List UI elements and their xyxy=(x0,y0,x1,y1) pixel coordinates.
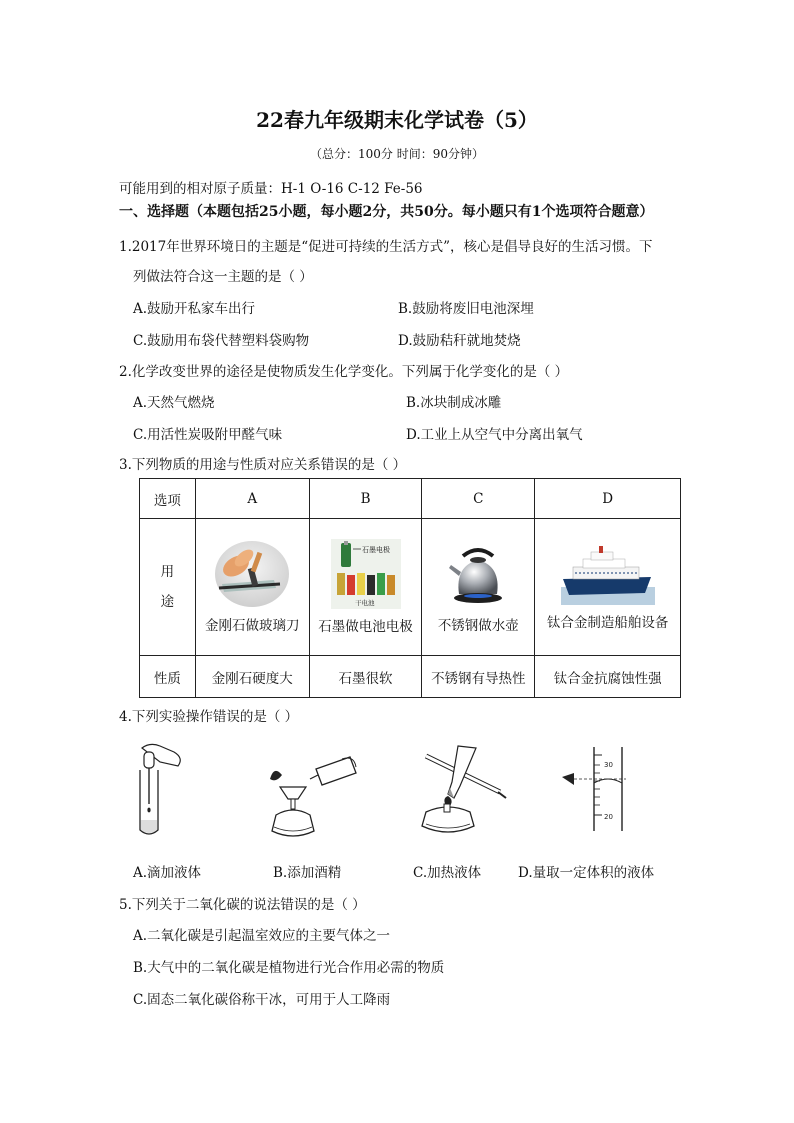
q4-option-a: A.滴加液体 xyxy=(133,865,202,881)
q3-stem: 3.下列物质的用途与性质对应关系错误的是（ ） xyxy=(119,457,407,473)
glass-cutter-image xyxy=(214,540,290,608)
dropper-illustration xyxy=(130,742,200,840)
q3-use-a-text: 金刚石做玻璃刀 xyxy=(204,618,300,634)
kettle-image xyxy=(447,540,509,608)
cylinder-tick-30: 30 xyxy=(604,761,613,769)
exam-info: （总分：100分 时间：90分钟） xyxy=(310,147,484,161)
q3-col-c: C xyxy=(422,479,535,519)
q3-use-row xyxy=(140,519,681,656)
q3-property-row xyxy=(140,656,681,698)
q3-table xyxy=(139,478,681,698)
q4-option-b: B.添加酒精 xyxy=(273,865,342,881)
q3-property-b: 石墨很软 xyxy=(309,656,422,698)
q3-property-c: 不锈钢有导热性 xyxy=(422,656,535,698)
q3-col-a: A xyxy=(195,479,309,519)
q3-property-d: 钛合金抗腐蚀性强 xyxy=(535,656,681,698)
graduated-cylinder-illustration xyxy=(560,745,632,833)
q3-use-label xyxy=(140,519,196,656)
ship-image xyxy=(561,543,655,605)
alcohol-lamp-illustration xyxy=(266,753,362,841)
q3-use-c-text: 不锈钢做水壶 xyxy=(437,618,519,634)
cylinder-tick-20: 20 xyxy=(604,813,613,821)
q2-option-d: D.工业上从空气中分离出氧气 xyxy=(406,427,583,443)
q1-option-a: A.鼓励开私家车出行 xyxy=(133,301,256,317)
q2-option-b: B.冰块制成冰雕 xyxy=(406,395,502,411)
q1-stem-line2: 列做法符合这一主题的是（ ） xyxy=(133,269,313,285)
battery-caption-bottom: 干电池 xyxy=(354,599,375,607)
section-heading: 一、选择题（本题包括25小题，每小题2分，共50分。每小题只有1个选项符合题意） xyxy=(119,204,654,220)
q2-stem: 2.化学改变世界的途径是使物质发生化学变化。下列属于化学变化的是（ ） xyxy=(119,364,569,380)
q4-option-c: C.加热液体 xyxy=(413,865,482,881)
atomic-masses: 可能用到的相对原子质量：H-1 O-16 C-12 Fe-56 xyxy=(119,181,423,197)
q3-property-label: 性质 xyxy=(140,656,196,698)
q3-use-c xyxy=(422,519,535,656)
q3-use-label-1: 用 xyxy=(160,564,175,580)
q5-stem: 5.下列关于二氧化碳的说法错误的是（ ） xyxy=(119,897,366,913)
q3-header-row xyxy=(140,479,681,519)
q3-use-label-2: 途 xyxy=(160,594,175,610)
q5-option-a: A.二氧化碳是引起温室效应的主要气体之一 xyxy=(133,928,391,944)
q1-option-d: D.鼓励秸秆就地焚烧 xyxy=(398,333,521,349)
q2-option-a: A.天然气燃烧 xyxy=(133,395,215,411)
q3-header-label: 选项 xyxy=(140,479,196,519)
page-title: 22春九年级期末化学试卷（5） xyxy=(256,108,538,132)
q3-use-d-text: 钛合金制造船舶设备 xyxy=(546,615,669,631)
q5-option-c: C.固态二氧化碳俗称干冰，可用于人工降雨 xyxy=(133,992,391,1008)
q4-stem: 4.下列实验操作错误的是（ ） xyxy=(119,709,299,725)
q3-col-d: D xyxy=(535,479,681,519)
q3-col-b: B xyxy=(309,479,422,519)
battery-image xyxy=(331,539,401,609)
q1-stem-line1: 1.2017年世界环境日的主题是“促进可持续的生活方式”，核心是倡导良好的生活习惯。下 xyxy=(119,239,653,255)
battery-caption-top: 石墨电极 xyxy=(361,546,390,554)
q1-option-b: B.鼓励将废旧电池深埋 xyxy=(398,301,534,317)
q2-option-c: C.用活性炭吸附甲醛气味 xyxy=(133,427,283,443)
q5-option-b: B.大气中的二氧化碳是植物进行光合作用必需的物质 xyxy=(133,960,445,976)
q3-use-b-text: 石墨做电池电极 xyxy=(318,619,413,635)
q1-option-c: C.鼓励用布袋代替塑料袋购物 xyxy=(133,333,310,349)
q3-use-b xyxy=(309,519,422,656)
q3-use-d xyxy=(535,519,681,656)
q3-use-a xyxy=(195,519,309,656)
q3-property-a: 金刚石硬度大 xyxy=(195,656,309,698)
q4-option-d: D.量取一定体积的液体 xyxy=(518,865,655,881)
heating-liquid-illustration xyxy=(420,742,512,840)
